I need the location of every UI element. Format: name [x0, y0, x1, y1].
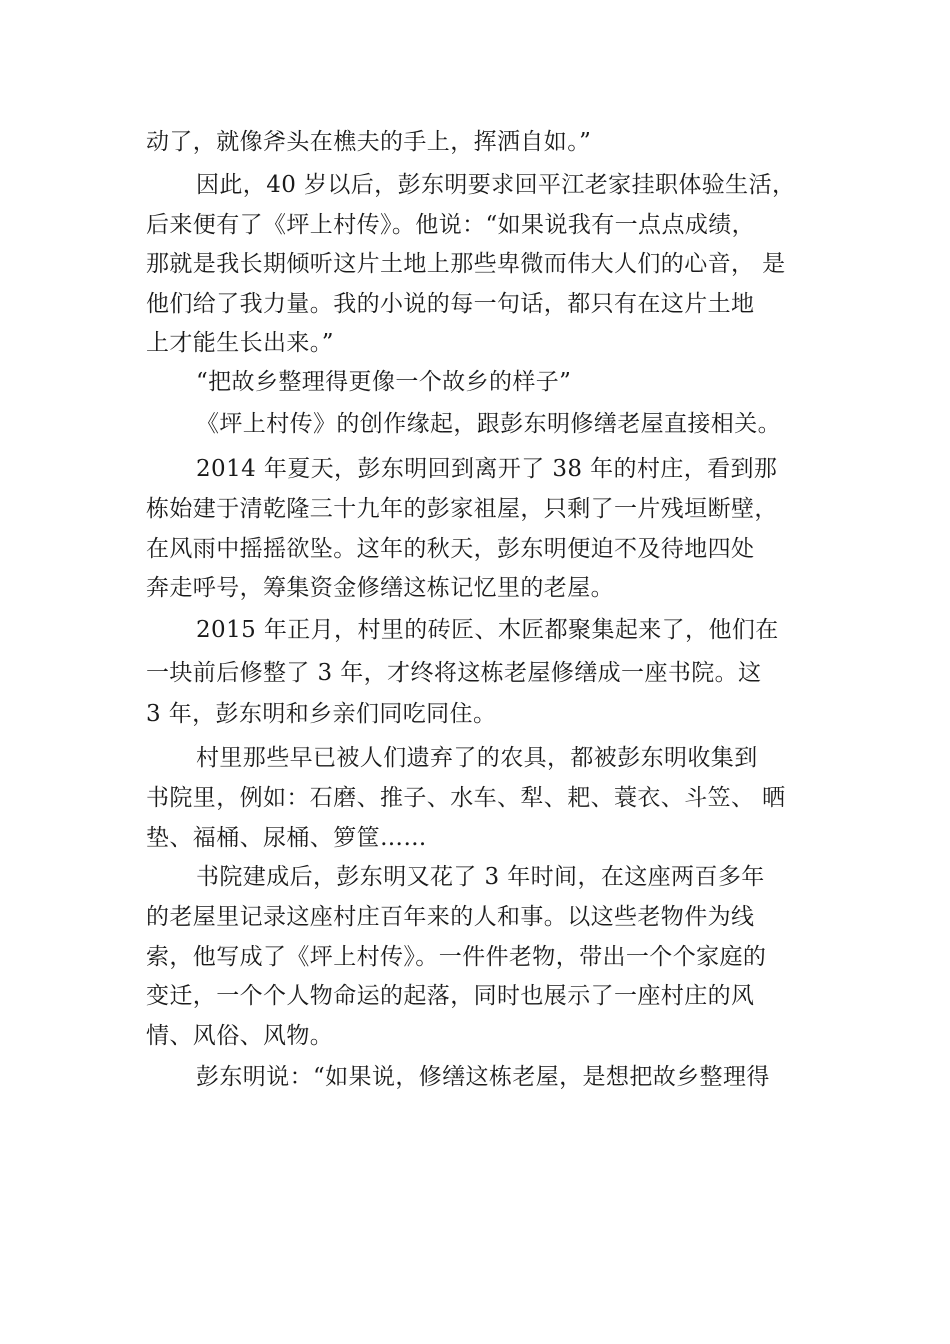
text-line: 他们给了我力量。我的小说的每一句话，都只有在这片土地: [146, 291, 755, 317]
text-line: 的老屋里记录这座村庄百年来的人和事。以这些老物件为线: [146, 904, 755, 930]
text-line: 在风雨中摇摇欲坠。这年的秋天，彭东明便迫不及待地四处: [146, 536, 755, 562]
text-line: 垫、福桶、尿桶、箩筐……: [146, 825, 427, 851]
text-line: 索，他写成了《坪上村传》。一件件老物，带出一个个家庭的: [146, 944, 767, 970]
text-line: 上才能生长出来。”: [146, 330, 334, 356]
text-line: 《坪上村传》的创作缘起，跟彭东明修缮老屋直接相关。: [196, 411, 781, 437]
text-line: 村里那些早已被人们遗弃了的农具，都被彭东明收集到: [196, 745, 758, 771]
text-line: 2014 年夏天，彭东明回到离开了 38 年的村庄，看到那: [196, 456, 778, 482]
text-line: 2015 年正月，村里的砖匠、木匠都聚集起来了，他们在: [196, 617, 779, 643]
text-line: 因此，40 岁以后，彭东明要求回平江老家挂职体验生活，: [196, 172, 796, 198]
text-line: 那就是我长期倾听这片土地上那些卑微而伟大人们的心音， 是: [146, 251, 786, 277]
section-heading: “把故乡整理得更像一个故乡的样子”: [196, 369, 572, 395]
text-line: 动了，就像斧头在樵夫的手上，挥洒自如。”: [146, 129, 592, 155]
text-line: 奔走呼号，筹集资金修缮这栋记忆里的老屋。: [146, 575, 614, 601]
text-line: 后来便有了《坪上村传》。他说：“如果说我有一点点成绩，: [146, 212, 756, 238]
text-line: 彭东明说：“如果说，修缮这栋老屋，是想把故乡整理得: [196, 1064, 770, 1090]
text-line: 栋始建于清乾隆三十九年的彭家祖屋，只剩了一片残垣断壁，: [146, 496, 778, 522]
text-line: 书院里，例如：石磨、推子、水车、犁、耙、蓑衣、斗笠、 晒: [146, 785, 786, 811]
text-line: 一块前后修整了 3 年，才终将这栋老屋修缮成一座书院。这: [146, 660, 762, 686]
text-line: 变迁，一个个人物命运的起落，同时也展示了一座村庄的风: [146, 983, 755, 1009]
text-line: 3 年，彭东明和乡亲们同吃同住。: [146, 701, 497, 727]
text-line: 书院建成后，彭东明又花了 3 年时间，在这座两百多年: [196, 864, 765, 890]
text-line: 情、风俗、风物。: [146, 1023, 334, 1049]
